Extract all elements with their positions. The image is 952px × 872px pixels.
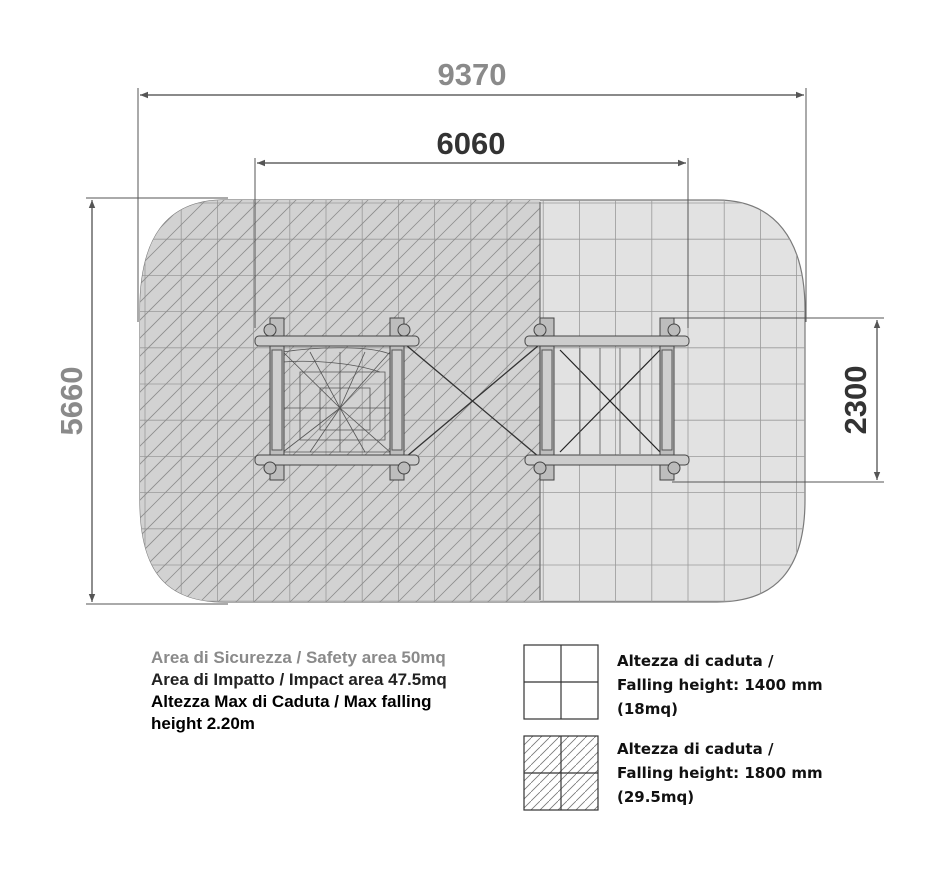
- legend-swatch-1400: [524, 645, 598, 719]
- max-fall-height-label: Altezza Max di Caduta / Max falling: [151, 692, 432, 711]
- dim-inner-width: 6060: [436, 126, 506, 161]
- legend-1400-line3: (18mq): [617, 700, 678, 718]
- safety-area-outline: [0, 190, 952, 610]
- legend-1800-line3: (29.5mq): [617, 788, 695, 806]
- impact-area-1800: [135, 195, 540, 607]
- legend-1400-text: [617, 649, 823, 721]
- impact-area-label: Area di Impatto / Impact area 47.5mq: [151, 670, 447, 689]
- legend-1800-line2: Falling height: 1800 mm: [617, 764, 823, 782]
- legend-swatch-1800: [524, 736, 598, 810]
- safety-area-label: Area di Sicurezza / Safety area 50mq: [151, 648, 446, 667]
- legend-1400-line1: Altezza di caduta /: [617, 652, 774, 670]
- dim-frame-depth: 2300: [838, 365, 873, 435]
- legend-1400-line2: Falling height: 1400 mm: [617, 676, 823, 694]
- dim-overall-height: 5660: [54, 366, 89, 436]
- dim-overall-width: 9370: [437, 57, 507, 92]
- legend-1800-line1: Altezza di caduta /: [617, 740, 774, 758]
- legend-area-info: [151, 647, 511, 735]
- max-fall-height-value: height 2.20m: [151, 714, 255, 733]
- legend-1800-text: [617, 737, 823, 809]
